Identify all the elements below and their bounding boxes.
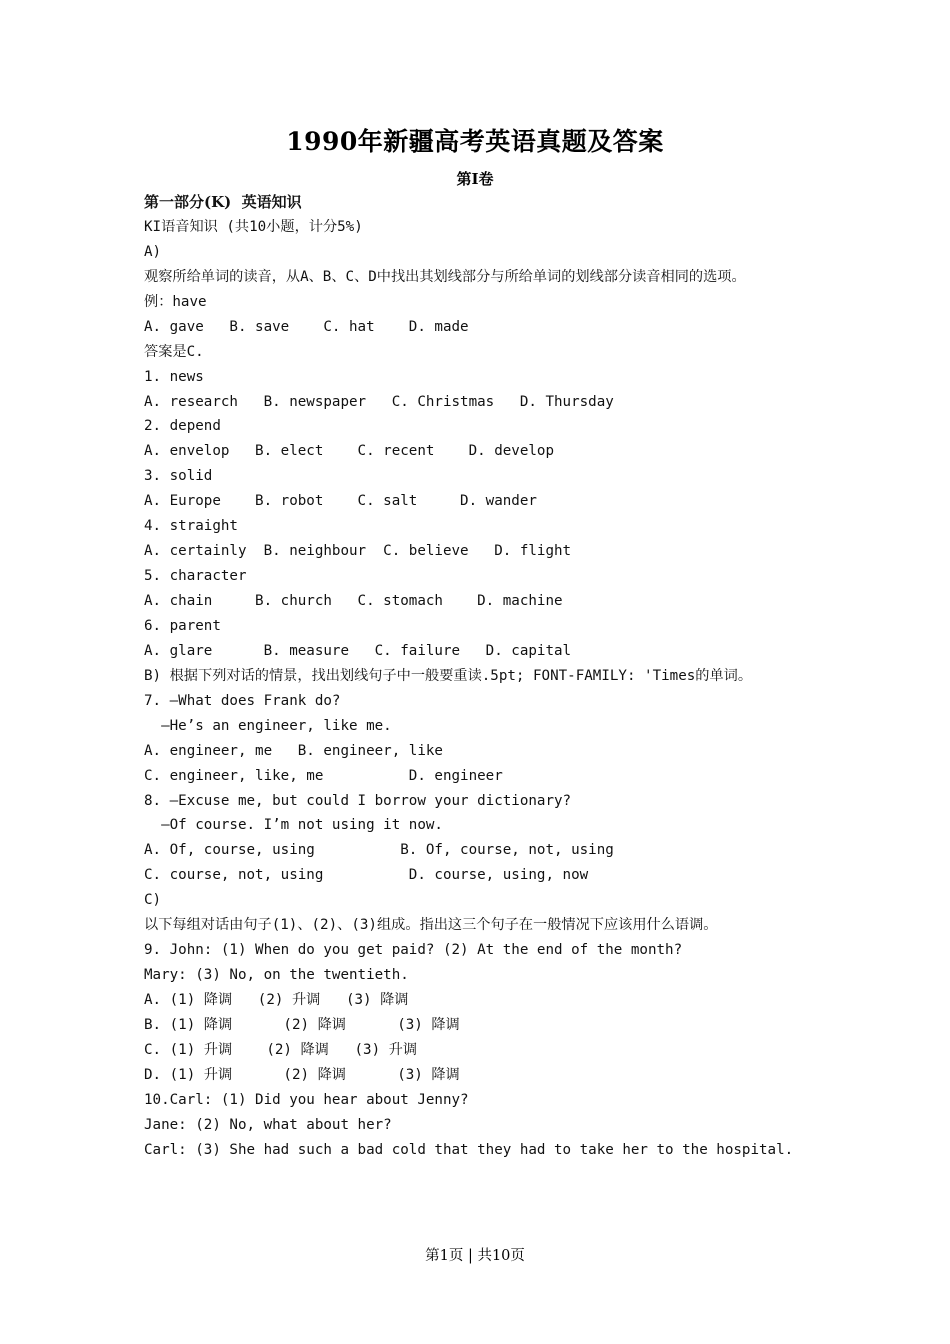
question-9-option-b: B. (1) 降调 (2) 降调 (3) 降调 bbox=[144, 1016, 460, 1033]
section-title: 第I卷 bbox=[456, 170, 494, 188]
question-9: 9. John: (1) When do you get paid? (2) At the end of the month? bbox=[144, 942, 683, 959]
question-7-options-ab: A. engineer, me B. engineer, like bbox=[144, 742, 443, 759]
question-9-option-d: D. (1) 升调 (2) 降调 (3) 降调 bbox=[144, 1066, 460, 1083]
question-8-options-cd: C. course, not, using D. course, using, now bbox=[144, 867, 589, 884]
question-4: 4. straight bbox=[144, 518, 238, 535]
question-5: 5. character bbox=[144, 568, 247, 585]
question-5-options: A. chain B. church C. stomach D. machine bbox=[144, 593, 563, 610]
question-1: 1. news bbox=[144, 368, 204, 385]
subsection-label-c: C) bbox=[144, 892, 162, 909]
subsection-label: A) bbox=[144, 243, 162, 260]
question-9-reply: Mary: (3) No, on the twentieth. bbox=[144, 967, 409, 984]
part-heading: 第一部分(K) 英语知识 bbox=[144, 193, 302, 211]
question-9-option-c: C. (1) 升调 (2) 降调 (3) 升调 bbox=[144, 1041, 418, 1058]
question-10-followup: Carl: (3) She had such a bad cold that they had to take her to the hospital. bbox=[144, 1141, 794, 1158]
instruction-text-b: B) 根据下列对话的情景，找出划线句子中一般要重读.5pt; FONT-FAMILY: 'Times的单词。 bbox=[144, 667, 753, 684]
question-3: 3. solid bbox=[144, 468, 213, 485]
question-8: 8. —Excuse me, but could I borrow your dictionary? bbox=[144, 792, 572, 809]
question-10: 10.Carl: (1) Did you hear about Jenny? bbox=[144, 1091, 469, 1108]
section-heading: KI语音知识 (共10小题，计分5%) bbox=[144, 218, 363, 235]
page-footer: 第1页 | 共10页 bbox=[425, 1248, 525, 1264]
instruction-text-c: 以下每组对话由句子(1)、(2)、(3)组成。指出这三个句子在一般情况下应该用什么语调。 bbox=[144, 917, 718, 934]
example-options: A. gave B. save C. hat D. made bbox=[144, 318, 469, 335]
question-9-option-a: A. (1) 降调 (2) 升调 (3) 降调 bbox=[144, 992, 409, 1009]
question-3-options: A. Europe B. robot C. salt D. wander bbox=[144, 493, 537, 510]
question-6: 6. parent bbox=[144, 617, 221, 634]
document-title: 1990年新疆高考英语真题及答案 bbox=[286, 127, 664, 156]
document-body bbox=[144, 190, 824, 1163]
question-2-options: A. envelop B. elect C. recent D. develop bbox=[144, 443, 554, 460]
question-2: 2. depend bbox=[144, 418, 221, 435]
question-8-options-ab: A. Of, course, using B. Of, course, not, using bbox=[144, 842, 614, 859]
question-7-options-cd: C. engineer, like, me D. engineer bbox=[144, 767, 503, 784]
question-6-options: A. glare B. measure C. failure D. capital bbox=[144, 642, 572, 659]
instruction-text: 观察所给单词的读音，从A、B、C、D中找出其划线部分与所给单词的划线部分读音相同的选项。 bbox=[144, 268, 746, 285]
question-10-reply: Jane: (2) No, what about her? bbox=[144, 1116, 392, 1133]
question-8-reply: —Of course. I’m not using it now. bbox=[144, 817, 443, 834]
question-1-options: A. research B. newspaper C. Christmas D. Thursday bbox=[144, 393, 614, 410]
question-4-options: A. certainly B. neighbour C. believe D. flight bbox=[144, 543, 572, 560]
question-7-reply: —He’s an engineer, like me. bbox=[144, 717, 392, 734]
question-7: 7. —What does Frank do? bbox=[144, 692, 341, 709]
example-answer: 答案是C. bbox=[144, 343, 204, 360]
example-word: 例：have bbox=[144, 293, 207, 310]
